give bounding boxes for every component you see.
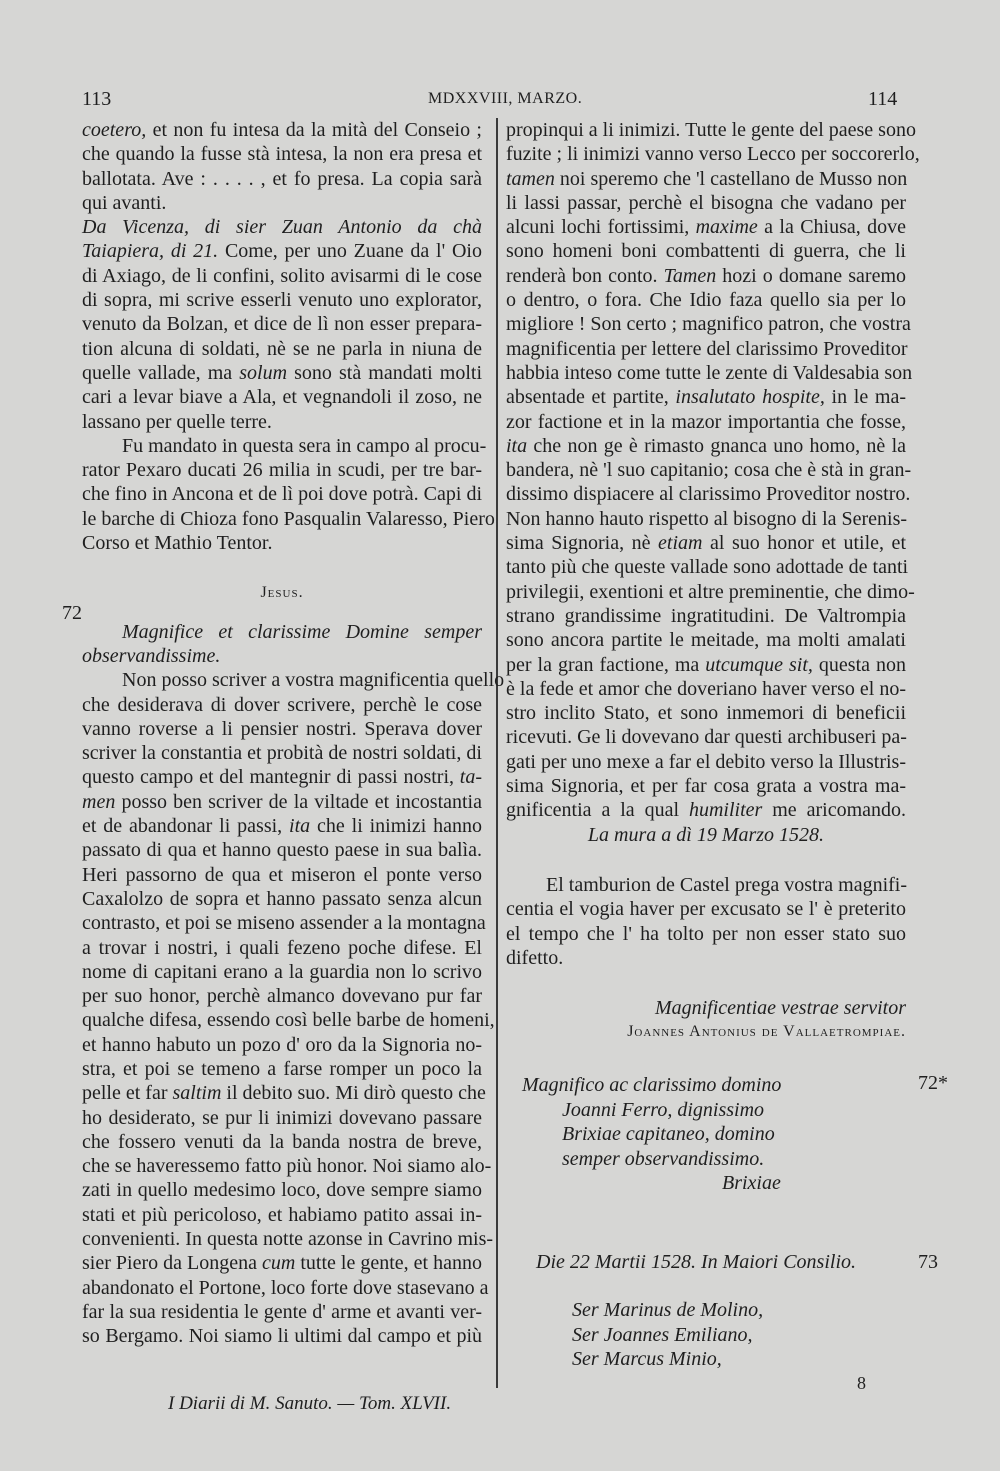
address-line: Brixiae capitaneo, domino xyxy=(562,1123,775,1145)
text-line xyxy=(82,1106,482,1130)
text-segment: gati per uno mexe a far el debito verso la Illustris- xyxy=(506,750,906,773)
text-segment: so Bergamo. Noi siamo li ultimi dal campo et più xyxy=(82,1325,482,1348)
text-segment: rator Pexaro ducati 26 milia in scudi, per tre bar- xyxy=(82,459,482,482)
text-line xyxy=(506,798,906,822)
text-line xyxy=(82,814,482,838)
text-line xyxy=(506,264,906,288)
text-line xyxy=(82,620,482,644)
text-segment: per suo honor, perchè almanco dovevano pur far xyxy=(82,985,482,1008)
text-segment: che desiderava di dover scrivere, perchè le cose xyxy=(82,693,482,716)
text-segment: Non hanno hauto rispetto al bisogno di la Serenis- xyxy=(506,507,908,530)
text-segment: sono homeni boni combattenti di guerra, che li xyxy=(506,240,906,263)
text-segment: ta- xyxy=(459,766,482,789)
margin-number: 72 xyxy=(62,602,82,624)
text-line xyxy=(82,581,482,605)
text-line xyxy=(82,337,482,361)
text-line xyxy=(506,312,911,336)
text-segment: nome di capitani erano a la guardia non lo scrivo xyxy=(82,960,482,983)
text-segment: Caxalolzo de sopra et hanno passato senza alcun xyxy=(82,887,482,910)
text-segment: che li inimizi hanno xyxy=(310,815,483,838)
text-segment: le barche di Chioza fono Pasqualin Valaresso, Piero xyxy=(82,507,495,530)
text-segment: contrasto, et poi se miseno assender a la montagna xyxy=(82,912,486,935)
text-segment: noi speremo che 'l castellano de Musso non xyxy=(554,167,908,190)
text-segment: Non posso scriver a vostra magnificentia quello xyxy=(122,669,505,692)
text-line xyxy=(506,288,906,312)
text-segment: che non ge è rimasto gnanca uno homo, nè la xyxy=(527,434,906,457)
text-line xyxy=(82,507,495,531)
text-line xyxy=(82,911,486,935)
text-line xyxy=(506,701,906,725)
text-line xyxy=(82,385,482,409)
text-segment: hozi o domane saremo xyxy=(716,264,907,287)
text-segment: migliore ! Son certo ; magnifico patron, che vostra xyxy=(506,313,911,336)
text-segment: zati in quello medesimo loco, dove sempre siamo xyxy=(82,1179,482,1202)
text-segment: Jesus. xyxy=(260,584,304,602)
text-segment: lassano per quelle terre. xyxy=(82,410,272,433)
text-line xyxy=(82,288,482,312)
text-segment: Heri passorno de qua et miseron el ponte verso xyxy=(82,863,482,886)
text-segment: Taiapiera, di 21. xyxy=(82,240,219,263)
text-segment: venuto da Bolzan, et dice de lì non esser prepara- xyxy=(82,313,482,336)
text-line xyxy=(506,239,906,263)
text-segment: zor factione et in la mazor importantia che fosse, xyxy=(506,410,906,433)
text-line xyxy=(506,555,909,579)
text-line xyxy=(506,677,906,701)
text-segment: ho desiderato, se pur li inimizi dovevano passare xyxy=(82,1106,482,1129)
right-column xyxy=(506,118,920,1045)
text-segment: Tamen xyxy=(663,264,717,287)
text-line xyxy=(82,482,482,506)
text-segment: insalutato hospite, xyxy=(675,386,825,409)
text-line xyxy=(82,531,482,555)
text-segment: far la sua residentia le gente d' arme et avanti ver- xyxy=(82,1300,482,1323)
text-segment: me aricomando. xyxy=(762,799,906,822)
text-line xyxy=(82,790,482,814)
text-line xyxy=(82,458,482,482)
text-line xyxy=(82,215,482,239)
page-number-right: 114 xyxy=(868,88,898,110)
text-segment: privilegii, exentioni et altre preminentie, che dimo- xyxy=(506,580,915,603)
text-segment: che fino in Ancona et de lì poi dove potrà. Capi di xyxy=(82,483,482,506)
text-segment: vanno roverse a li pensier nostri. Sperava dover xyxy=(82,717,482,740)
text-line xyxy=(82,960,482,984)
text-segment: humiliter xyxy=(688,799,763,822)
text-segment: tanto più che queste vallade sono adottade de tanti xyxy=(506,556,909,579)
text-line xyxy=(82,717,482,741)
text-segment: è la fede et amor che doveriano haver verso el no- xyxy=(506,677,906,700)
text-segment: ita xyxy=(289,815,311,838)
text-line xyxy=(506,873,906,897)
text-segment: Da Vicenza, di sier Zuan Antonio da chà xyxy=(82,216,482,239)
text-line xyxy=(82,1324,482,1348)
text-line xyxy=(82,1130,482,1154)
text-segment: che quando la fusse stà intesa, la non era presa et xyxy=(82,143,482,166)
text-segment: per la gran factione, ma xyxy=(506,653,706,676)
text-line xyxy=(82,1033,482,1057)
address-line: Brixiae xyxy=(722,1172,781,1194)
text-segment: Corso et Mathio Tentor. xyxy=(82,532,273,555)
text-line xyxy=(506,434,906,458)
text-segment: cari a levar biave a Ala, et vegnandoli il zoso, ne xyxy=(82,386,482,409)
text-line xyxy=(82,1008,495,1032)
letter-address xyxy=(522,1073,902,1196)
text-segment: quelle vallade, ma xyxy=(82,361,240,384)
text-line xyxy=(82,1251,482,1275)
text-segment: etiam xyxy=(658,532,703,555)
text-line xyxy=(82,693,482,717)
text-line xyxy=(506,118,916,142)
text-line xyxy=(506,750,906,774)
text-line xyxy=(82,838,482,862)
text-segment: al suo honor et utile, et xyxy=(702,532,906,555)
text-segment: convenienti. In questa notte azonse in Cavrino mis- xyxy=(82,1228,494,1251)
text-segment: stati et più pericoloso, et habiamo patito assai in- xyxy=(82,1203,482,1226)
text-line xyxy=(82,264,482,288)
text-segment: che fossero venuti da la banda nostra de breve, xyxy=(82,1130,482,1153)
text-segment: questo campo et del mantegnir di passi nostri, xyxy=(82,766,460,789)
column-divider xyxy=(496,118,498,1388)
text-line xyxy=(82,434,487,458)
text-segment: stra, et poi se temeno a farse romper un poco la xyxy=(82,1057,482,1080)
text-line xyxy=(506,191,906,215)
text-segment: solum xyxy=(239,361,288,384)
text-line xyxy=(82,1276,489,1300)
text-line xyxy=(82,410,482,434)
text-segment: men xyxy=(82,790,116,813)
text-segment: coetero, xyxy=(82,119,147,141)
text-segment: ballotata. Ave : . . . . , et fo presa. La copia sarà xyxy=(82,167,482,190)
text-segment: a trovar i nostri, i quali fezeno poche difese. El xyxy=(82,936,482,959)
text-line xyxy=(82,1154,492,1178)
text-segment: di Axiago, de li confini, solito avisarmi di le cose xyxy=(82,264,482,287)
text-segment: sono stà mandati molti xyxy=(287,361,482,384)
text-segment: di sopra, mi scrive esserli venuto uno explorator, xyxy=(82,289,482,312)
text-line xyxy=(82,644,482,668)
text-line xyxy=(82,1300,482,1324)
text-line xyxy=(506,628,906,652)
page-number-left: 113 xyxy=(82,88,112,110)
text-line xyxy=(506,580,915,604)
text-line xyxy=(506,774,906,798)
text-line xyxy=(82,312,482,336)
text-line xyxy=(506,385,906,409)
text-segment: ita xyxy=(506,434,528,457)
text-segment: maxime xyxy=(695,216,758,239)
text-segment: li lassi passar, perchè el bisogna che vadano per xyxy=(506,191,906,214)
text-segment: et hanno habuto un pozo d' oro da la Signoria no- xyxy=(82,1033,482,1056)
margin-number: 73 xyxy=(918,1251,938,1273)
text-segment: il debito suo. Mi dirò questo che xyxy=(221,1082,486,1105)
text-segment: Fu mandato in questa sera in campo al procu- xyxy=(122,434,487,457)
text-line xyxy=(506,996,906,1020)
text-line xyxy=(506,482,911,506)
text-line xyxy=(82,142,482,166)
member-name: Ser Marcus Minio, xyxy=(572,1348,722,1370)
text-line xyxy=(82,1227,494,1251)
text-line xyxy=(82,1081,486,1105)
text-line xyxy=(506,361,913,385)
text-line xyxy=(506,725,906,749)
text-segment: tamen xyxy=(506,167,555,190)
text-line xyxy=(82,1057,482,1081)
member-name: Ser Joannes Emiliano, xyxy=(572,1323,753,1346)
text-line xyxy=(506,215,906,239)
text-segment: Come, per uno Zuane da l' Oio xyxy=(218,240,482,263)
text-line xyxy=(82,191,482,215)
text-segment: habbia inteso come tutte le zente di Valdesabia son xyxy=(506,361,913,384)
text-segment: strano grandissime ingratitudini. De Valtrompia xyxy=(506,604,906,627)
member-name: Ser Marinus de Molino, xyxy=(572,1299,764,1321)
text-segment: saltim xyxy=(172,1082,222,1105)
text-segment: passato di qua et hanno questo paese in sua balìa. xyxy=(82,839,482,862)
margin-number: 72* xyxy=(918,1072,948,1094)
text-segment: utcumque sit, xyxy=(705,653,813,676)
text-segment: el tempo che l' ha tolto per non esser stato suo xyxy=(506,922,906,945)
address-line: semper observandissimo. xyxy=(562,1147,765,1170)
text-segment: stro inclito Stato, et sono inmemori di beneficii xyxy=(506,702,906,725)
text-line xyxy=(506,897,906,921)
text-segment: dissimo dispiacere al clarissimo Proveditor nostro. xyxy=(506,483,911,506)
text-segment: che se haveressemo fatto più honor. Noi siamo alo- xyxy=(82,1155,492,1178)
text-segment: qui avanti. xyxy=(82,191,167,214)
text-segment: o dentro, o fora. Che Idio faza quello sia per lo xyxy=(506,289,906,312)
text-segment: La mura a dì 19 Marzo 1528. xyxy=(587,823,825,846)
text-segment: bandera, nè 'l suo capitanio; cosa che è stà in gran- xyxy=(506,459,912,482)
text-segment: et non fu intesa da la mità del Conseio ; xyxy=(146,119,482,141)
text-line xyxy=(506,946,906,970)
text-line xyxy=(506,1020,906,1044)
text-line xyxy=(82,741,482,765)
text-segment: observandissime. xyxy=(82,644,221,667)
text-line xyxy=(506,410,906,434)
text-segment: absentade et partite, xyxy=(506,386,676,409)
text-segment: fuzite ; li inimizi vanno verso Lecco per soccorerlo, xyxy=(506,143,920,166)
text-line xyxy=(506,531,906,555)
address-line: Joanni Ferro, dignissimo xyxy=(562,1098,765,1121)
text-line xyxy=(82,936,482,960)
member-list xyxy=(572,1298,763,1372)
text-segment: Magnificentiae vestrae servitor xyxy=(654,997,906,1020)
text-line xyxy=(82,863,482,887)
text-segment: gnificentia a la qual xyxy=(506,799,689,822)
text-segment: pelle et far xyxy=(82,1082,173,1105)
text-line xyxy=(506,922,906,946)
text-segment: Joannes Antonius de Vallaetrompiae. xyxy=(627,1023,906,1041)
signature-mark: 8 xyxy=(857,1373,866,1393)
text-line xyxy=(506,507,906,531)
text-line xyxy=(82,765,482,789)
page-footer: I Diarii di M. Sanuto. — Tom. XLVII. xyxy=(168,1393,452,1414)
text-line xyxy=(506,653,906,677)
text-segment: qualche difesa, essendo così belle barbe de homeni, xyxy=(82,1009,495,1032)
text-segment: sier Piero da Longena xyxy=(82,1252,262,1275)
text-segment: El tamburion de Castel prega vostra magnifi- xyxy=(546,873,908,896)
text-line xyxy=(82,1203,482,1227)
text-line xyxy=(82,239,482,263)
text-segment: propinqui a li inimizi. Tutte le gente del paese sono xyxy=(506,119,916,141)
text-line xyxy=(82,668,505,692)
text-line xyxy=(82,887,482,911)
address-line: Magnifico ac clarissimo domino xyxy=(522,1074,782,1096)
text-segment: sima Signoria, et per far cosa grata a vostra ma- xyxy=(506,775,906,798)
text-segment: renderà bon conto. xyxy=(506,264,664,287)
text-segment: magnificentia per lettere del clarissimo Proveditor xyxy=(506,337,908,360)
left-column xyxy=(82,118,505,1349)
text-segment: sima Signoria, nè xyxy=(506,532,659,555)
text-segment: in le ma- xyxy=(824,386,906,409)
text-line xyxy=(82,361,482,385)
text-line xyxy=(82,118,482,142)
text-segment: et de abandonar li passi, xyxy=(82,815,290,838)
text-line xyxy=(82,984,482,1008)
text-segment: Magnifice et clarissime Domine semper xyxy=(122,620,482,643)
text-segment: centia el vogia haver per excusato se l' è preterito xyxy=(506,898,906,921)
text-segment: sono ancora partite le meitade, ma molti amalati xyxy=(506,629,906,652)
text-segment: alcuni lochi fortissimi, xyxy=(506,216,696,239)
text-line xyxy=(82,167,482,191)
text-line xyxy=(506,823,906,847)
running-title: MDXXVIII, MARZO. xyxy=(428,90,583,107)
text-segment: questa non xyxy=(812,653,906,676)
text-segment: difetto. xyxy=(506,946,564,969)
text-line xyxy=(506,604,906,628)
session-heading: Die 22 Martii 1528. In Maiori Consilio. xyxy=(536,1251,856,1273)
text-line xyxy=(506,458,912,482)
text-segment: tion alcuna di soldati, nè se ne parla in niuna de xyxy=(82,337,482,360)
text-segment: abandonato el Portone, loco forte dove stasevano a xyxy=(82,1276,489,1299)
text-segment: a la Chiusa, dove xyxy=(757,216,906,239)
text-line xyxy=(506,142,920,166)
text-segment: tutte le gente, et hanno xyxy=(295,1252,482,1275)
text-line xyxy=(506,337,906,361)
text-segment: ricevuti. Ge li dovevano dar questi archibuseri pa- xyxy=(506,726,907,749)
text-segment: cum xyxy=(262,1252,296,1275)
text-line xyxy=(506,167,906,191)
text-line xyxy=(82,1178,482,1202)
text-segment: posso ben scriver de la viltade et incostantia xyxy=(115,790,482,813)
text-segment: scriver la constantia et probità de nostri soldati, di xyxy=(82,742,482,765)
